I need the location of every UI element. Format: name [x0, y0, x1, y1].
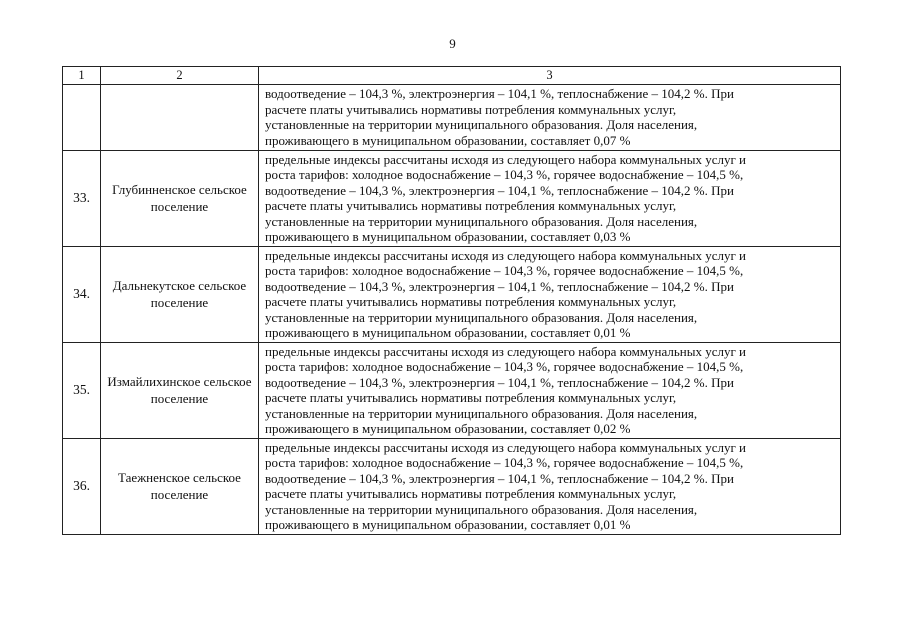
description-line: расчете платы учитывались нормативы потребления коммунальных услуг, [265, 198, 677, 214]
row-number: 33. [63, 150, 101, 246]
description-line: водоотведение – 104,3 %, электроэнергия – 104,1 %, теплоснабжение – 104,2 %. При [265, 278, 734, 294]
description-line: водоотведение – 104,3 %, электроэнергия – 104,1 %, теплоснабжение – 104,2 %. При [265, 470, 734, 486]
description-line: расчете платы учитывались нормативы потребления коммунальных услуг, [265, 486, 677, 502]
description-line: водоотведение – 104,3 %, электроэнергия – 104,1 %, теплоснабжение – 104,2 %. При [265, 86, 734, 101]
description-line: предельные индексы рассчитаны исходя из следующего набора коммунальных услуг и [265, 439, 747, 455]
description-line: установленные на территории муниципального образования. Доля населения, [265, 309, 698, 325]
municipal-indices-table [62, 66, 841, 535]
description-cell [259, 246, 841, 342]
table-row-34 [63, 246, 841, 342]
page-number: 9 [449, 36, 456, 51]
municipality-name: Таежненское сельское поселение [101, 438, 259, 534]
description-line: водоотведение – 104,3 %, электроэнергия – 104,1 %, теплоснабжение – 104,2 %. При [265, 374, 734, 390]
municipality-name: Дальнекутское сельское поселение [101, 246, 259, 342]
description-line: проживающего в муниципальном образовании, составляет 0,01 % [265, 517, 631, 533]
description-line: расчете платы учитывались нормативы потребления коммунальных услуг, [265, 294, 677, 310]
description-line: роста тарифов: холодное водоснабжение – 104,3 %, горячее водоснабжение – 104,5 %, [265, 359, 744, 375]
description-line: проживающего в муниципальном образовании, составляет 0,07 % [265, 133, 631, 149]
description-line: водоотведение – 104,3 %, электроэнергия – 104,1 %, теплоснабжение – 104,2 %. При [265, 182, 734, 198]
description-line: установленные на территории муниципального образования. Доля населения, [265, 117, 698, 133]
description-line: проживающего в муниципальном образовании, составляет 0,01 % [265, 325, 631, 341]
description-line: установленные на территории муниципального образования. Доля населения, [265, 501, 698, 517]
description-line: роста тарифов: холодное водоснабжение – 104,3 %, горячее водоснабжение – 104,5 %, [265, 167, 744, 183]
column-header-1: 1 [63, 67, 101, 85]
description-cell [259, 150, 841, 246]
column-header-3: 3 [259, 67, 841, 85]
description-line: расчете платы учитывались нормативы потребления коммунальных услуг, [265, 390, 677, 406]
description-line: установленные на территории муниципального образования. Доля населения, [265, 213, 698, 229]
table-row-36 [63, 438, 841, 534]
table-row-continuation [63, 85, 841, 151]
table-row-35 [63, 342, 841, 438]
column-header-2: 2 [101, 67, 259, 85]
description-cell [259, 438, 841, 534]
description-line: предельные индексы рассчитаны исходя из следующего набора коммунальных услуг и [265, 151, 747, 167]
description-line: роста тарифов: холодное водоснабжение – 104,3 %, горячее водоснабжение – 104,5 %, [265, 455, 744, 471]
description-cell [259, 85, 841, 151]
table-header [63, 67, 841, 85]
row-number: 36. [63, 438, 101, 534]
row-number: 35. [63, 342, 101, 438]
description-line: проживающего в муниципальном образовании, составляет 0,03 % [265, 229, 631, 245]
municipality-name-cell [101, 85, 259, 151]
row-number: 34. [63, 246, 101, 342]
description-line: проживающего в муниципальном образовании, составляет 0,02 % [265, 421, 631, 437]
description-line: расчете платы учитывались нормативы потребления коммунальных услуг, [265, 101, 677, 117]
municipality-name: Глубинненское сельское поселение [101, 150, 259, 246]
row-number-cell [63, 85, 101, 151]
description-line: предельные индексы рассчитаны исходя из следующего набора коммунальных услуг и [265, 247, 747, 263]
municipality-name: Измайлихинское сельское поселение [101, 342, 259, 438]
table-row-33 [63, 150, 841, 246]
description-line: установленные на территории муниципального образования. Доля населения, [265, 405, 698, 421]
description-line: роста тарифов: холодное водоснабжение – 104,3 %, горячее водоснабжение – 104,5 %, [265, 263, 744, 279]
description-cell [259, 342, 841, 438]
description-line: предельные индексы рассчитаны исходя из следующего набора коммунальных услуг и [265, 343, 747, 359]
